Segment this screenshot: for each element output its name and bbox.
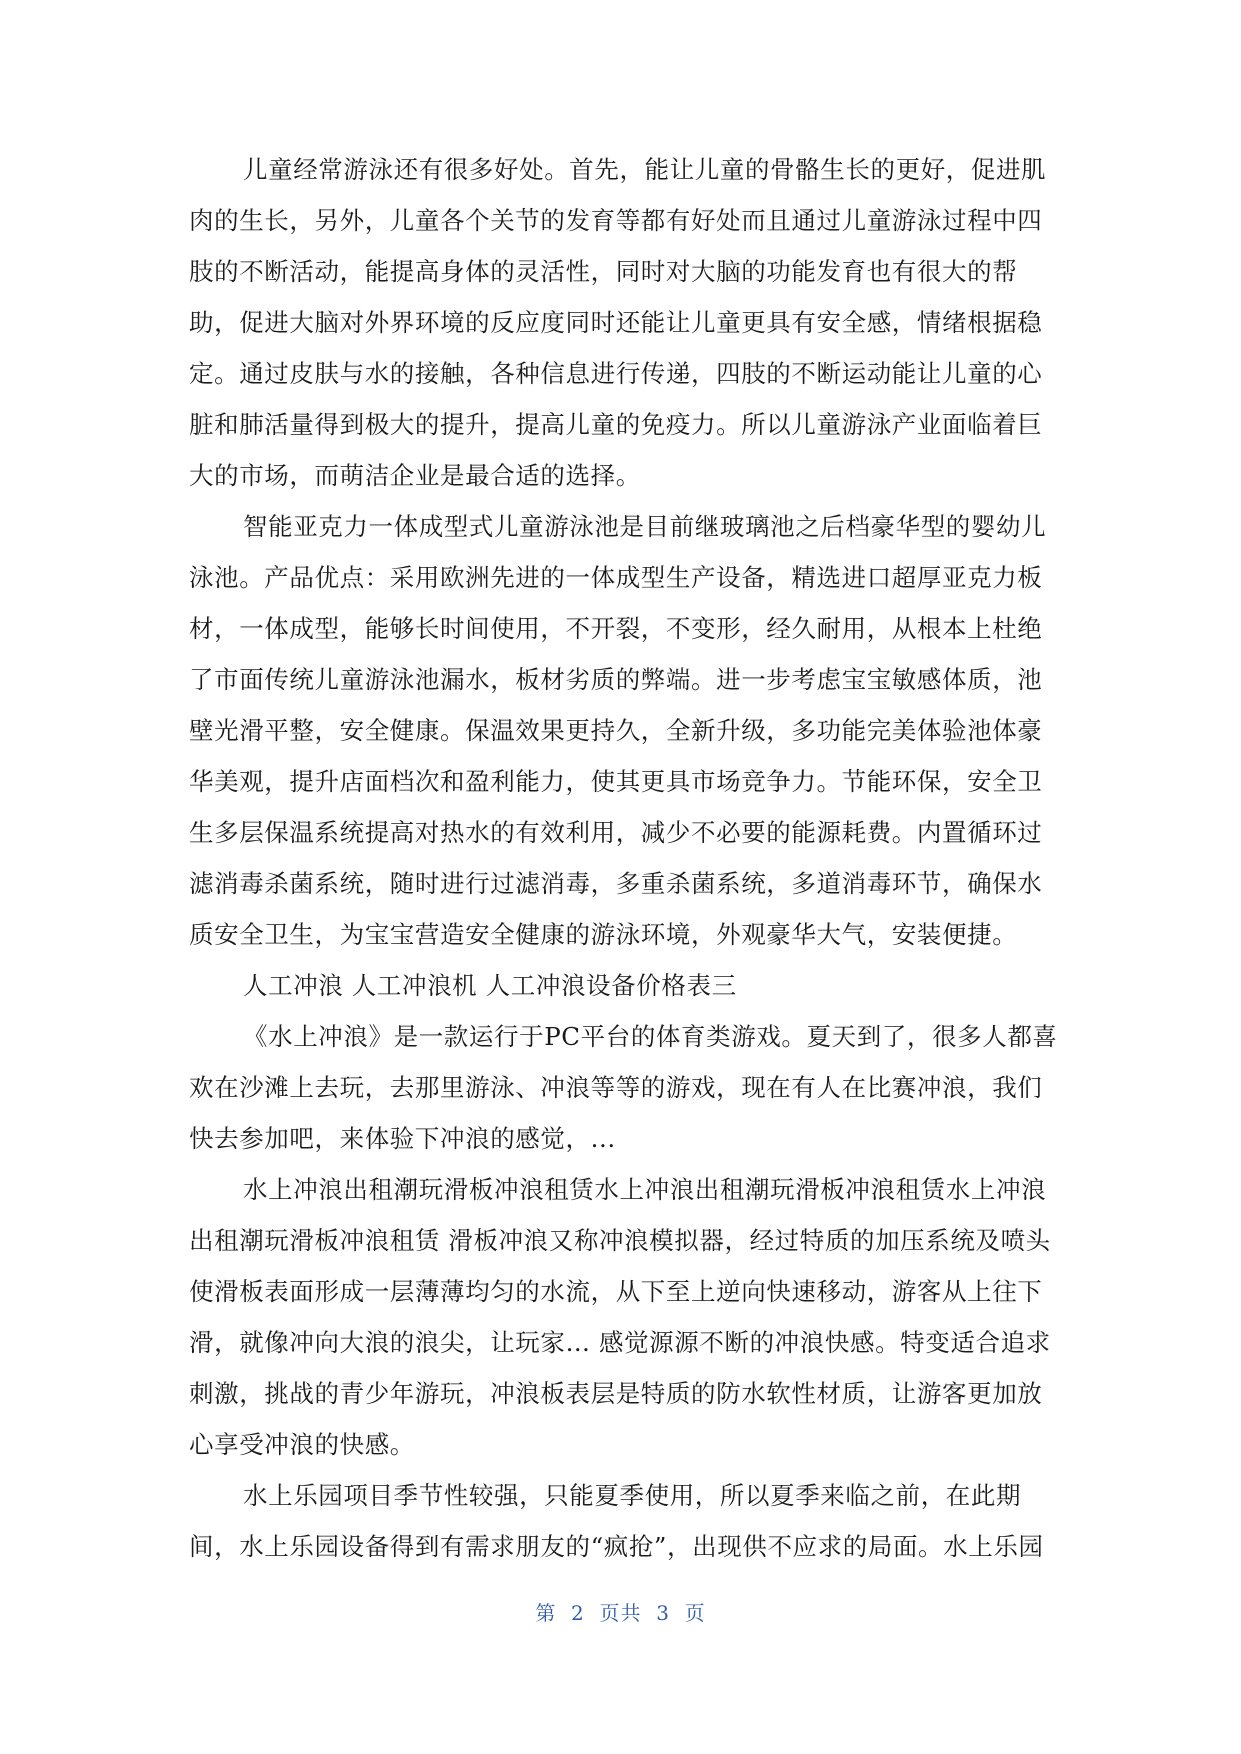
text-line: 滤消毒杀菌系统，随时进行过滤消毒，多重杀菌系统，多道消毒环节，确保水 xyxy=(189,869,1043,898)
text-line: 肉的生长，另外，儿童各个关节的发育等都有好处而且通过儿童游泳过程中四 xyxy=(189,206,1043,235)
text-line: 质安全卫生，为宝宝营造安全健康的游泳环境，外观豪华大气，安装便捷。 xyxy=(189,920,1018,949)
text-line: 快去参加吧，来体验下冲浪的感觉，... xyxy=(189,1124,616,1153)
text-line: 欢在沙滩上去玩，去那里游泳、冲浪等等的游戏，现在有人在比赛冲浪，我们 xyxy=(189,1073,1043,1102)
text-line: 滑，就像冲向大浪的浪尖，让玩家… 感觉源源不断的冲浪快感。特变适合追求 xyxy=(189,1328,1051,1357)
text-line: 助，促进大脑对外界环境的反应度同时还能让儿童更具有安全感，情绪根据稳 xyxy=(189,308,1043,337)
text-line: 壁光滑平整，安全健康。保温效果更持久，全新升级，多功能完美体验池体豪 xyxy=(189,716,1043,745)
text-line: 大的市场，而萌洁企业是最合适的选择。 xyxy=(189,461,641,490)
text-line: 刺激，挑战的青少年游玩，冲浪板表层是特质的防水软性材质，让游客更加放 xyxy=(189,1379,1043,1408)
text-line: 脏和肺活量得到极大的提升，提高儿童的免疫力。所以儿童游泳产业面临着巨 xyxy=(189,410,1043,439)
text-line: 儿童经常游泳还有很多好处。首先，能让儿童的骨骼生长的更好，促进肌 xyxy=(243,155,1047,184)
text-line: 心享受冲浪的快感。 xyxy=(189,1430,415,1459)
text-line: 了市面传统儿童游泳池漏水，板材劣质的弊端。进一步考虑宝宝敏感体质，池 xyxy=(189,665,1043,694)
text-line: 生多层保温系统提高对热水的有效利用，减少不必要的能源耗费。内置循环过 xyxy=(189,818,1043,847)
page-indicator: 第 2 页共 3 页 xyxy=(535,1601,706,1625)
text-line: 定。通过皮肤与水的接触，各种信息进行传递，四肢的不断运动能让儿童的心 xyxy=(189,359,1043,388)
text-line: 华美观，提升店面档次和盈利能力，使其更具市场竞争力。节能环保，安全卫 xyxy=(189,767,1043,796)
text-line: 肢的不断活动，能提高身体的灵活性，同时对大脑的功能发育也有很大的帮 xyxy=(189,257,1018,286)
text-line: 出租潮玩滑板冲浪租赁 滑板冲浪又称冲浪模拟器，经过特质的加压系统及喷头 xyxy=(189,1226,1051,1255)
text-line: 水上乐园项目季节性较强，只能夏季使用，所以夏季来临之前，在此期 xyxy=(243,1481,1022,1510)
text-line: 水上冲浪出租潮玩滑板冲浪租赁水上冲浪出租潮玩滑板冲浪租赁水上冲浪 xyxy=(243,1175,1047,1204)
text-line: 泳池。产品优点：采用欧洲先进的一体成型生产设备，精选进口超厚亚克力板 xyxy=(189,563,1043,592)
text-line: 间，水上乐园设备得到有需求朋友的“疯抢”，出现供不应求的局面。水上乐园 xyxy=(189,1532,1044,1561)
text-line: 材，一体成型，能够长时间使用，不开裂，不变形，经久耐用，从根本上杜绝 xyxy=(189,614,1043,643)
text-line: 使滑板表面形成一层薄薄均匀的水流，从下至上逆向快速移动，游客从上往下 xyxy=(189,1277,1043,1306)
text-line: 《水上冲浪》是一款运行于PC平台的体育类游戏。夏天到了，很多人都喜 xyxy=(243,1022,1058,1051)
section-heading: 人工冲浪 人工冲浪机 人工冲浪设备价格表三 xyxy=(243,971,737,1000)
text-line: 智能亚克力一体成型式儿童游泳池是目前继玻璃池之后档豪华型的婴幼儿 xyxy=(243,512,1047,541)
